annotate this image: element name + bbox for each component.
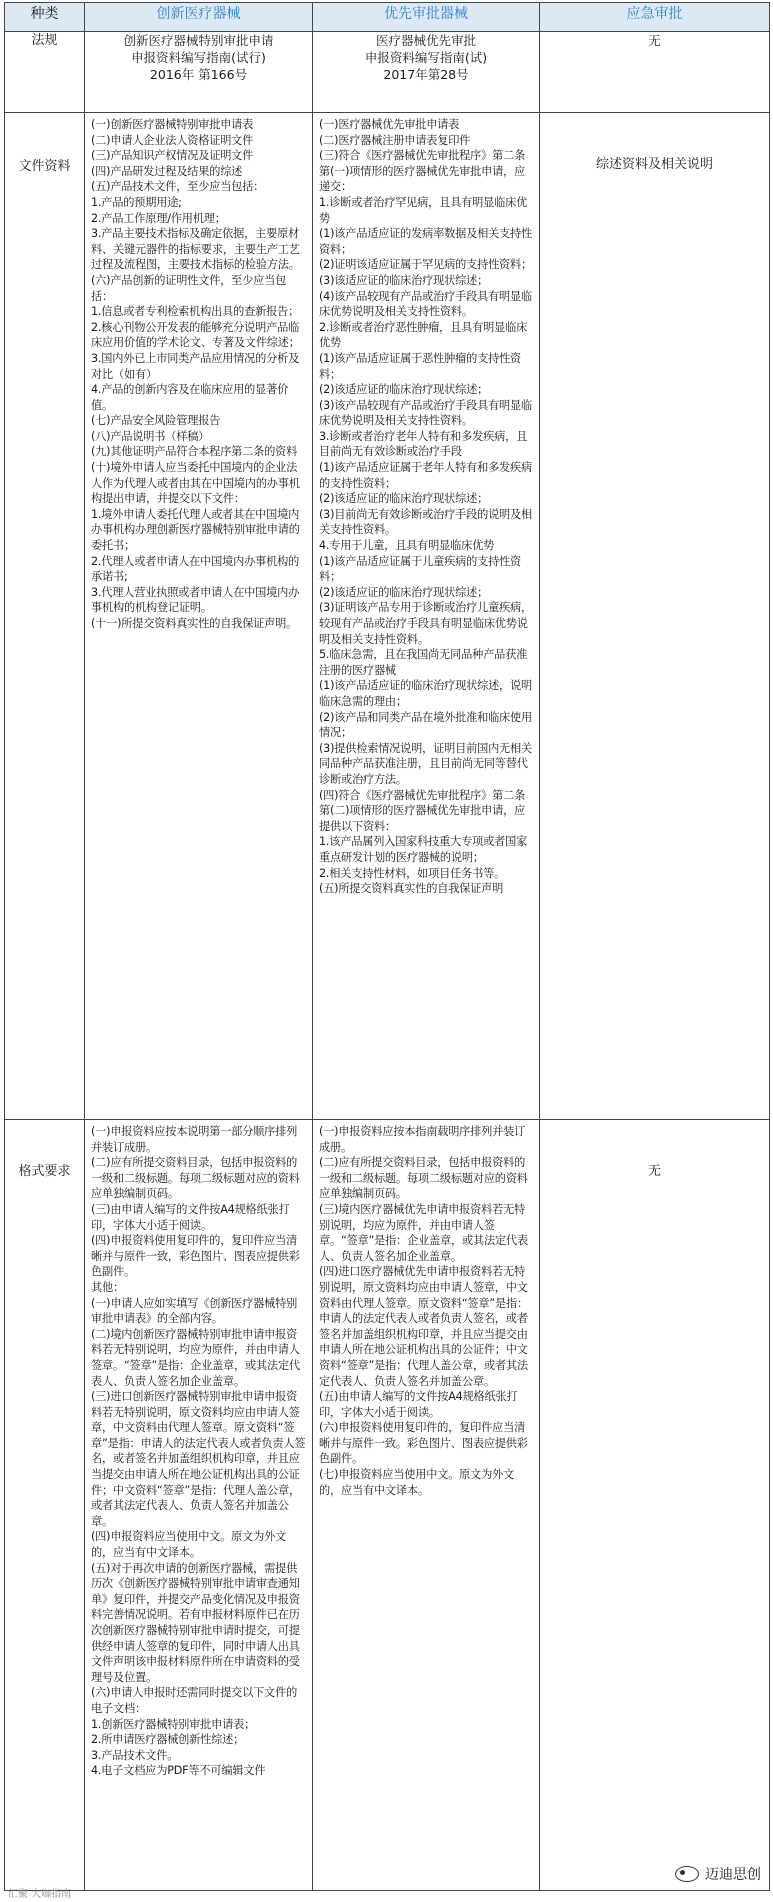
format-label-cell (5, 1120, 85, 1891)
format-emergency-cell (540, 1120, 770, 1891)
list-item: 1.诊断或者治疗罕见病，且具有明显临床优势 (319, 195, 528, 225)
list-item: (2)该适应证的临床治疗现状综述； (319, 492, 489, 506)
format-label: 格式要求 (18, 1164, 71, 1179)
format-priority-list (313, 1120, 539, 1498)
list-item: (3)提供检索情况说明，证明目前国内无相关同品种产品获准注册，且目前尚无同等替代诊断或治疗方法。 (319, 741, 533, 786)
files-emergency: 综述资料及相关说明 (595, 157, 713, 172)
files-label-cell (5, 113, 85, 1120)
list-item: (四)申报资料使用复印件的，复印件应当清晰并与原件一致，彩色图片、图表应提供彩色副件。 (91, 1234, 300, 1279)
comparison-table-sheet (4, 2, 769, 1894)
list-item: 3.产品技术文件。 (91, 1748, 179, 1762)
list-item: (七)申报资料应当使用中文。原文为外文的，应当有中文译本。 (319, 1468, 515, 1497)
files-emergency-cell (540, 113, 770, 1120)
regulation-priority-line: 2017年第28号 (383, 67, 469, 82)
list-item: (四)申报资料应当使用中文。原文为外文的，应当有中文译本。 (91, 1530, 287, 1560)
list-item: 1.产品的预期用途; (91, 195, 182, 209)
header-innovative: 创新医疗器械 (85, 3, 313, 32)
list-item: (三)由申请人编写的文件按A4规格纸张打印，字体大小适于阅读。 (91, 1202, 290, 1232)
list-item: (四)进口医疗器械优先申请申报资料若无特别说明，原文资料均应由申请人签章，中文资料由代理人签章。原文资料“签章”是指：申请人的法定代表人或者负责人签名，或者签名并加盖组织机构印章，并且应当提交由申请人所在地公证机构出具的公证件；中文资料“签章”是指：代理人盖公章，或者其法定代表人、负责人签名并加盖公章。 (319, 1265, 528, 1388)
list-item: (四)符合《医疗器械优先审批程序》第二条第(二)项情形的医疗器械优先审批申请，应提供以下资料： (319, 788, 526, 833)
list-item: (十)境外申请人应当委托中国境内的企业法人作为代理人或者由其在中国境内的办事机构提出申请，并提交以下文件： (91, 461, 300, 506)
list-item: 2.产品工作原理/作用机理； (91, 211, 226, 225)
header-emergency: 应急审批 (540, 3, 770, 32)
regulation-priority (313, 32, 540, 113)
list-item: (二)应有所提交资料目录，包括申报资料的一级和二级标题。每项二级标题对应的资料应单独编制页码。 (91, 1156, 300, 1201)
list-item: (三)进口创新医疗器械特别审批申请申报资料若无特别说明，原文资料均应由申请人签章，中文资料由代理人签章。原文资料“签章”是指：申请人的法定代表人或者负责人签名，或者签名并加盖组织机构印章，并且应当提交由申请人所在地公证机构出具的公证件；中文资料“签章”是指：代理人盖公章，或者其法定代表人、负责人签名并加盖公章。 (91, 1390, 306, 1528)
files-row (5, 113, 770, 1120)
list-item: (一)申报资料应按本说明第一部分顺序排列并装订成册。 (91, 1125, 298, 1154)
list-item: 3.国内外已上市同类产品应用情况的分析及对比（如有） (91, 351, 300, 381)
list-item: (1)该产品适应证属于老年人特有和多发疾病的支持性资料； (319, 461, 533, 490)
list-item: (一)医疗器械优先审批申请表 (319, 118, 460, 131)
regulation-priority-line: 医疗器械优先审批 (375, 33, 476, 48)
files-label: 文件资料 (18, 159, 71, 174)
list-item: (3)该适应证的临床治疗现状综述； (319, 273, 489, 287)
list-item: (1)该产品适应证的发病率数据及相关支持性资料； (319, 227, 533, 256)
list-item: (八)产品说明书（样稿） (91, 429, 210, 443)
list-item: 2.代理人或者申请人在中国境内办事机构的承诺书; (91, 554, 300, 584)
regulation-priority-line: 申报资料编写指南(试) (364, 50, 488, 65)
list-item: (二)境内创新医疗器械特别审批申请申报资料若无特别说明，均应为原件，并由申请人签章。“签章”是指：企业盖章，或其法定代表人、负责人签名加企业盖章。 (91, 1327, 300, 1388)
list-item: (六)产品创新的证明性文件，至少应当包括： (91, 273, 287, 303)
regulation-row (5, 32, 770, 113)
list-item: (3)该产品较现有产品或治疗手段具有明显临床优势说明及相关支持性资料。 (319, 398, 533, 428)
list-item: (1)该产品适应证的临床治疗现状综述，说明临床急需的理由； (319, 679, 533, 708)
list-item: 4.产品的创新内容及在临床应用的显著价值。 (91, 383, 289, 412)
list-item: (3)目前尚无有效诊断或治疗手段的说明及相关支持性资料。 (319, 507, 533, 537)
list-item: 3.产品主要技术指标及确定依据，主要原材料、关键元器件的指标要求，主要生产工艺过程及流程图，主要技术指标的检验方法。 (91, 227, 300, 272)
list-item: 2.核心刊物公开发表的能够充分说明产品临床应用价值的学术论文、专著及文件综述； (91, 320, 300, 350)
list-item: 1.创新医疗器械特别审批申请表； (91, 1717, 256, 1731)
list-item: (3)证明该产品专用于诊断或治疗儿童疾病，较现有产品或治疗手段具有明显临床优势说明及相关支持性资料。 (319, 601, 533, 646)
regulation-emergency: 无 (540, 32, 770, 113)
files-priority-list (313, 113, 539, 897)
list-item: (四)产品研发过程及结果的综述 (91, 164, 243, 178)
list-item: 2.所申请医疗器械创新性综述； (91, 1733, 245, 1747)
comparison-table (4, 2, 770, 1891)
list-item: (二)医疗器械注册申请表复印件 (319, 133, 471, 147)
list-item: (三)符合《医疗器械优先审批程序》第二条第(一)项情形的医疗器械优先审批申请，应递交： (319, 149, 526, 194)
list-item: (六)申请人申报时还需同时提交以下文件的电子文档： (91, 1686, 298, 1715)
list-item: (五)对于再次申请的创新医疗器械，需提供历次《创新医疗器械特别审批申请审查通知单》复印件，并提交产品变化情况及申报资料完善情况说明。若有申报材料原件已在历次创新医疗器械特别审批申请时提交，可提供经申请人签章的复印件，同时申请人出具文件声明该申报材料原件所在申请资料的受理号及位置。 (91, 1561, 300, 1684)
files-priority-cell (313, 113, 540, 1120)
files-innovative-cell (85, 113, 313, 1120)
header-kind: 种类 (5, 3, 85, 32)
list-item: (2)证明该适应证属于罕见病的支持性资料； (319, 258, 533, 272)
list-item: (六)申报资料使用复印件的，复印件应当清晰并与原件一致。彩色图片、图表应提供彩色副件。 (319, 1421, 528, 1466)
list-item: (三)境内医疗器械优先申请申报资料若无特别说明，均应为原件，并由申请人签章。“签章”是指：企业盖章，或其法定代表人、负责人签名加企业盖章。 (319, 1202, 528, 1263)
list-item: (2)该产品和同类产品在境外批准和临床使用情况； (319, 710, 533, 740)
list-item: 1.信息或者专利检索机构出具的查新报告； (91, 305, 300, 319)
format-innovative-cell (85, 1120, 313, 1891)
list-item: (二)应有所提交资料目录，包括申报资料的一级和二级标题。每项二级标题对应的资料应单独编制页码。 (319, 1156, 528, 1201)
list-item: 其他： (91, 1280, 124, 1294)
format-priority-cell (313, 1120, 540, 1891)
list-item: (七)产品安全风险管理报告 (91, 414, 221, 428)
files-innovative-list (85, 113, 312, 632)
list-item: (1)该产品适应证属于儿童疾病的支持性资料； (319, 554, 522, 584)
format-row (5, 1120, 770, 1891)
format-innovative-list (85, 1120, 312, 1779)
list-item: (十一)所提交资料真实性的自我保证声明。 (91, 617, 298, 630)
regulation-label: 法规 (5, 32, 85, 113)
regulation-innovative-line: 创新医疗器械特别审批申请 (123, 33, 274, 48)
format-emergency: 无 (647, 1164, 661, 1179)
list-item: 3.代理人营业执照或者申请人在中国境内办事机构的机构登记证明。 (91, 585, 300, 615)
list-item: (二)申请人企业法人资格证明文件 (91, 133, 254, 147)
list-item: (1)该产品适应证属于恶性肿瘤的支持性资料； (319, 351, 522, 381)
list-item: (五)所提交资料真实性的自我保证声明 (319, 882, 504, 896)
list-item: (4)该产品较现有产品或治疗手段具有明显临床优势说明及相关支持性资料。 (319, 289, 533, 319)
list-item: (2)该适应证的临床治疗现状综述； (319, 383, 489, 397)
wechat-icon (675, 1866, 699, 1882)
list-item: (一)申请人应如实填写《创新医疗器械特别审批申请表》的全部内容。 (91, 1296, 298, 1326)
list-item: 2.诊断或者治疗恶性肿瘤，且具有明显临床优势 (319, 320, 528, 350)
list-item: 5.临床急需，且在我国尚无同品种产品获准注册的医疗器械 (319, 648, 528, 677)
list-item: 3.诊断或者治疗老年人特有和多发疾病，且目前尚无有效诊断或治疗手段 (319, 429, 528, 459)
header-priority: 优先审批器械 (313, 3, 540, 32)
list-item: 4.电子文档应为PDF等不可编辑文件 (91, 1764, 266, 1778)
list-item: 4.专用于儿童，且具有明显临床优势 (319, 539, 495, 553)
list-item: 2.相关支持性材料，如项目任务书等。 (319, 866, 506, 880)
table-header-row (5, 3, 770, 32)
list-item: (2)该适应证的临床治疗现状综述； (319, 585, 489, 599)
watermark-brand-text: 迈迪思创 (705, 1867, 761, 1883)
list-item: (三)产品知识产权情况及证明文件 (91, 149, 254, 163)
list-item: (五)由申请人编写的文件按A4规格纸张打印，字体大小适于阅读。 (319, 1390, 518, 1419)
list-item: (五)产品技术文件，至少应当包括： (91, 180, 265, 194)
regulation-innovative-line: 申报资料编写指南(试行) (131, 50, 266, 65)
regulation-innovative-line: 2016年 第166号 (149, 67, 248, 82)
list-item: 1.境外申请人委托代理人或者其在中国境内办事机构办理创新医疗器械特别审批申请的委托书； (91, 507, 300, 553)
list-item: (九)其他证明产品符合本程序第二条的资料 (91, 445, 298, 459)
watermark-corner: 汇聚 大咖指南 (8, 1889, 72, 1900)
list-item: (一)创新医疗器械特别审批申请表 (91, 118, 254, 131)
watermark-brand (675, 1864, 761, 1884)
list-item: (一)申报资料应按本指南载明序排列并装订成册。 (319, 1125, 526, 1154)
regulation-innovative (85, 32, 313, 113)
list-item: 1.该产品属列入国家科技重大专项或者国家重点研发计划的医疗器械的说明； (319, 835, 528, 864)
